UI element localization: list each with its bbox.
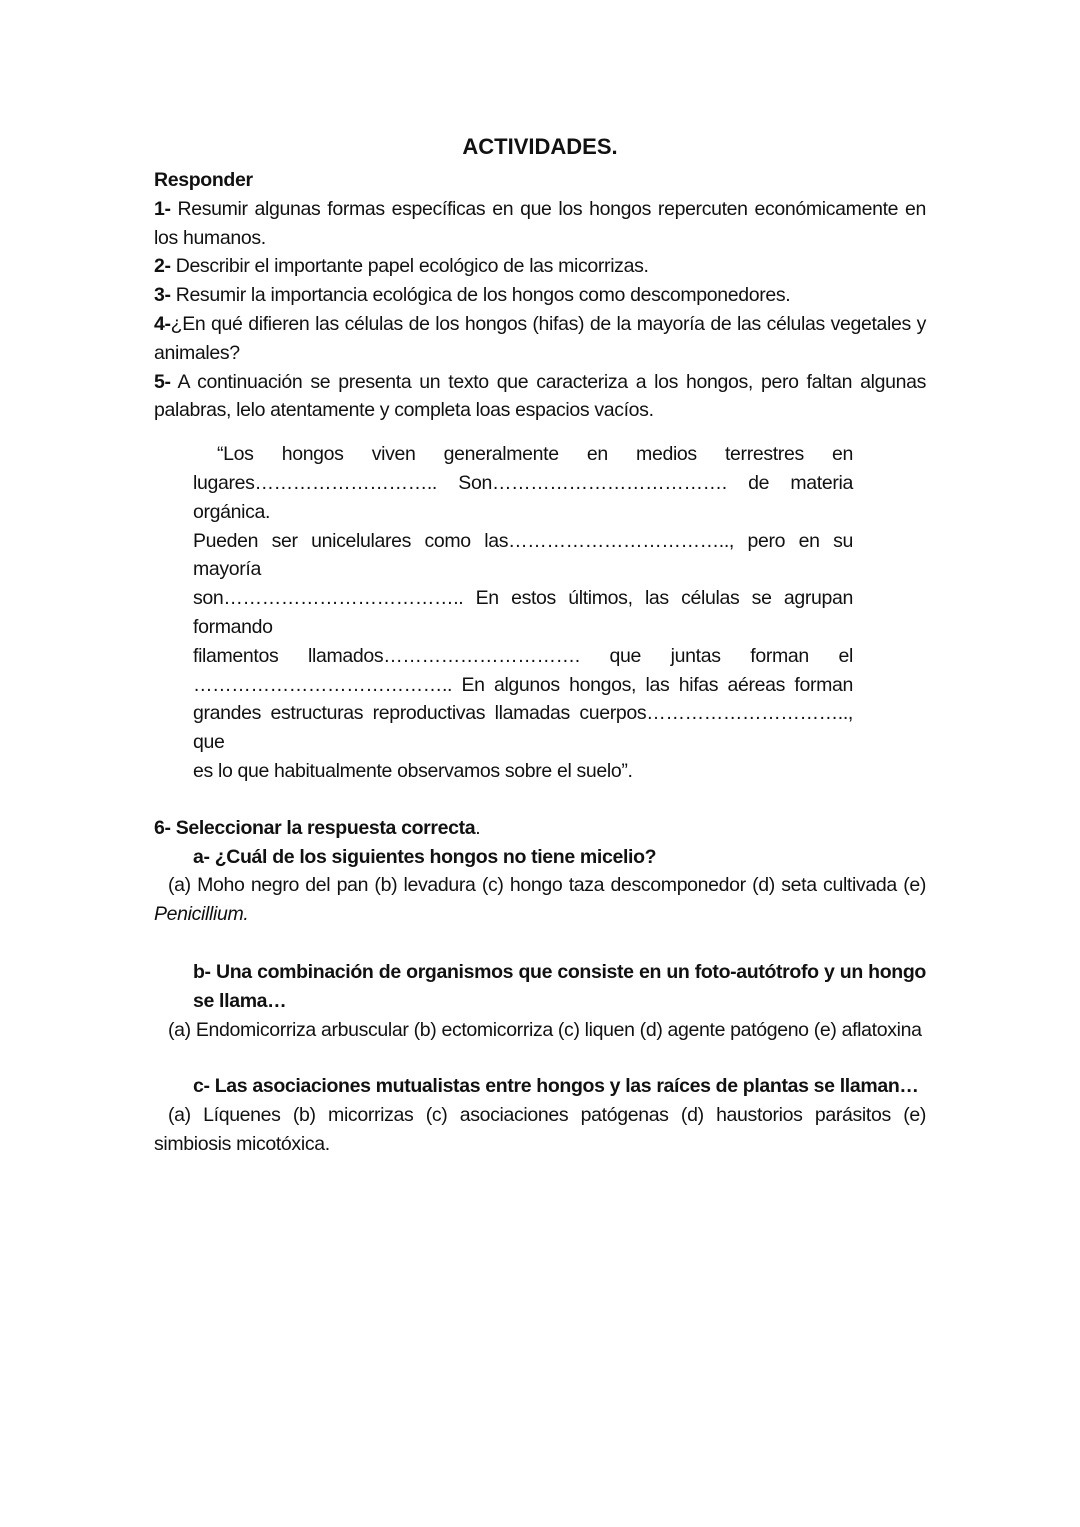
question-6-heading [154, 814, 926, 843]
question-number: 3- [154, 284, 171, 307]
question-6b-options: (a) Endomicorriza arbuscular (b) ectomicorriza (c) liquen (d) agente patógeno (e) aflatoxina [168, 1018, 922, 1041]
quote-line: lugares……………………….. Son………………………………. de materia orgánica. [193, 471, 853, 523]
question-6b-text: b- Una combinación de organismos que consiste en un foto-autótrofo y un hongo se llama… [193, 960, 926, 1012]
question-4 [154, 310, 926, 368]
question-6b [154, 958, 926, 1016]
question-number: 1- [154, 197, 171, 220]
question-text: Describir el importante papel ecológico de las micorrizas. [170, 255, 649, 278]
question-6c-options: (a) Líquenes (b) micorrizas (c) asociaciones patógenas (d) haustorios parásitos (e) simbiosis micotóxica. [154, 1104, 926, 1155]
question-number: 2- [154, 255, 171, 278]
question-text: Resumir algunas formas específicas en que los hongos repercuten económicamente en los humanos. [154, 197, 926, 249]
quote-line: filamentos llamados…………………………. que juntas forman el [193, 644, 853, 667]
question-6a-options [154, 871, 926, 929]
options-italic-text: Penicillium. [154, 903, 249, 926]
question-6a: a- ¿Cuál de los siguientes hongos no tiene micelio? [193, 845, 657, 868]
quote-line: grandes estructuras reproductivas llamadas cuerpos………………………….., que [193, 702, 853, 754]
section-subtitle: Responder [154, 169, 253, 191]
question-6-heading-text: 6- Seleccionar la respuesta correcta [154, 816, 476, 839]
heading-period: . [475, 816, 481, 839]
question-5 [154, 368, 926, 426]
quote-line: ………………………………….. En algunos hongos, las hifas aéreas forman [193, 673, 853, 696]
quote-line: son……………………………….. En estos últimos, las células se agrupan formando [193, 587, 853, 638]
question-3 [154, 281, 926, 310]
question-1 [154, 195, 926, 253]
quote-line: “Los hongos viven generalmente en medios terrestres en [217, 443, 853, 466]
question-text: A continuación se presenta un texto que caracteriza a los hongos, pero faltan algunas palabras, lelo atentamente y completa loas espacios vacíos. [154, 370, 926, 422]
document-page [154, 132, 926, 1159]
options-text: (a) Moho negro del pan (b) levadura (c) hongo taza descomponedor (d) seta cultivada (e) [168, 874, 926, 897]
quote-line: Pueden ser unicelulares como las…………………………….., pero en su mayoría [193, 529, 853, 581]
page-title: ACTIVIDADES. [462, 134, 618, 159]
quote-line: es lo que habitualmente observamos sobre el suelo”. [193, 759, 633, 782]
question-text: ¿En qué difieren las células de los hongos (hifas) de la mayoría de las células vegetales y animales? [154, 312, 926, 364]
question-text: Resumir la importancia ecológica de los hongos como descomponedores. [170, 284, 791, 307]
question-number: 5- [154, 370, 171, 393]
question-2 [154, 252, 926, 281]
question-6c: c- Las asociaciones mutualistas entre hongos y las raíces de plantas se llaman… [193, 1075, 919, 1098]
fill-in-text-block [193, 440, 853, 786]
question-number: 4- [154, 312, 171, 335]
